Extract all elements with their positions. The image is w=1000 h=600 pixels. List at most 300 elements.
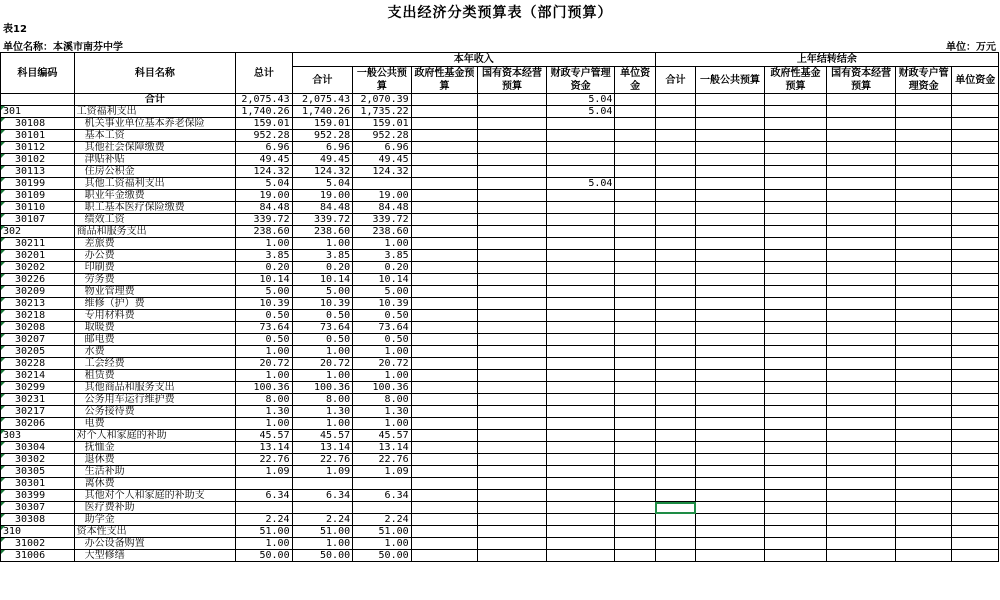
- cell-empty[interactable]: [895, 526, 952, 538]
- cell-empty[interactable]: [952, 394, 999, 406]
- cell-current-special[interactable]: [546, 274, 615, 286]
- cell-empty[interactable]: [827, 370, 896, 382]
- cell-current-sum[interactable]: 50.00: [292, 550, 353, 562]
- cell-empty[interactable]: [615, 142, 655, 154]
- cell-total[interactable]: 1.30: [236, 406, 293, 418]
- cell-empty[interactable]: [827, 358, 896, 370]
- cell-current-fund[interactable]: [411, 334, 478, 346]
- cell-current-state[interactable]: [478, 118, 547, 130]
- cell-empty[interactable]: [764, 418, 827, 430]
- cell-current-fund[interactable]: [411, 238, 478, 250]
- cell-empty[interactable]: [655, 514, 695, 526]
- cell-empty[interactable]: [895, 298, 952, 310]
- header-col-0[interactable]: 合计: [292, 67, 353, 94]
- cell-name[interactable]: 工会经费: [74, 358, 235, 370]
- cell-code[interactable]: 303: [1, 430, 75, 442]
- cell-empty[interactable]: [655, 142, 695, 154]
- cell-total[interactable]: 0.20: [236, 262, 293, 274]
- cell-empty[interactable]: [696, 298, 765, 310]
- cell-current-sum[interactable]: 1.00: [292, 370, 353, 382]
- cell-current-state[interactable]: [478, 310, 547, 322]
- cell-name[interactable]: 绩效工资: [74, 214, 235, 226]
- cell-name[interactable]: 邮电费: [74, 334, 235, 346]
- cell-empty[interactable]: [696, 154, 765, 166]
- header-col-6[interactable]: 合计: [655, 67, 695, 94]
- cell-empty[interactable]: [827, 166, 896, 178]
- cell-empty[interactable]: [655, 250, 695, 262]
- cell-empty[interactable]: [952, 178, 999, 190]
- cell-empty[interactable]: [895, 214, 952, 226]
- cell-empty[interactable]: [895, 226, 952, 238]
- cell-empty[interactable]: [952, 346, 999, 358]
- cell-code[interactable]: [1, 94, 75, 106]
- cell-empty[interactable]: [615, 238, 655, 250]
- cell-empty[interactable]: [655, 214, 695, 226]
- cell-empty[interactable]: [764, 166, 827, 178]
- cell-total[interactable]: 6.96: [236, 142, 293, 154]
- cell-current-special[interactable]: [546, 490, 615, 502]
- cell-current-sum[interactable]: 339.72: [292, 214, 353, 226]
- cell-current-general[interactable]: 1.00: [353, 538, 412, 550]
- cell-empty[interactable]: [764, 130, 827, 142]
- cell-current-special[interactable]: 5.04: [546, 94, 615, 106]
- cell-current-general[interactable]: 50.00: [353, 550, 412, 562]
- cell-current-state[interactable]: [478, 166, 547, 178]
- cell-empty[interactable]: [696, 214, 765, 226]
- cell-empty[interactable]: [952, 442, 999, 454]
- cell-current-sum[interactable]: [292, 502, 353, 514]
- cell-current-state[interactable]: [478, 298, 547, 310]
- cell-empty[interactable]: [655, 262, 695, 274]
- cell-empty[interactable]: [764, 274, 827, 286]
- cell-empty[interactable]: [615, 262, 655, 274]
- cell-empty[interactable]: [952, 370, 999, 382]
- cell-current-special[interactable]: [546, 418, 615, 430]
- cell-current-state[interactable]: [478, 502, 547, 514]
- cell-empty[interactable]: [827, 190, 896, 202]
- cell-empty[interactable]: [827, 334, 896, 346]
- cell-empty[interactable]: [615, 502, 655, 514]
- cell-empty[interactable]: [764, 250, 827, 262]
- cell-current-special[interactable]: [546, 334, 615, 346]
- cell-empty[interactable]: [764, 454, 827, 466]
- cell-current-sum[interactable]: 159.01: [292, 118, 353, 130]
- cell-current-state[interactable]: [478, 238, 547, 250]
- cell-empty[interactable]: [696, 238, 765, 250]
- cell-code[interactable]: 31006: [1, 550, 75, 562]
- cell-name[interactable]: 大型修缮: [74, 550, 235, 562]
- cell-empty[interactable]: [615, 106, 655, 118]
- cell-name[interactable]: 办公费: [74, 250, 235, 262]
- cell-total[interactable]: 20.72: [236, 358, 293, 370]
- cell-current-special[interactable]: [546, 406, 615, 418]
- cell-empty[interactable]: [952, 202, 999, 214]
- cell-empty[interactable]: [895, 202, 952, 214]
- cell-current-state[interactable]: [478, 190, 547, 202]
- cell-empty[interactable]: [764, 262, 827, 274]
- cell-current-sum[interactable]: 6.96: [292, 142, 353, 154]
- header-col-11[interactable]: 单位资金: [952, 67, 999, 94]
- cell-current-fund[interactable]: [411, 262, 478, 274]
- cell-name[interactable]: 电费: [74, 418, 235, 430]
- cell-current-general[interactable]: 0.50: [353, 334, 412, 346]
- cell-empty[interactable]: [952, 118, 999, 130]
- cell-current-fund[interactable]: [411, 526, 478, 538]
- cell-name[interactable]: 合计: [74, 94, 235, 106]
- cell-empty[interactable]: [696, 454, 765, 466]
- cell-empty[interactable]: [827, 226, 896, 238]
- cell-empty[interactable]: [764, 406, 827, 418]
- cell-empty[interactable]: [764, 466, 827, 478]
- cell-total[interactable]: 84.48: [236, 202, 293, 214]
- cell-current-fund[interactable]: [411, 274, 478, 286]
- cell-empty[interactable]: [696, 358, 765, 370]
- cell-current-general[interactable]: 238.60: [353, 226, 412, 238]
- cell-current-state[interactable]: [478, 418, 547, 430]
- cell-empty[interactable]: [895, 154, 952, 166]
- cell-empty[interactable]: [764, 154, 827, 166]
- cell-empty[interactable]: [827, 466, 896, 478]
- cell-empty[interactable]: [895, 490, 952, 502]
- cell-empty[interactable]: [764, 346, 827, 358]
- cell-empty[interactable]: [615, 166, 655, 178]
- cell-empty[interactable]: [764, 334, 827, 346]
- cell-total[interactable]: 339.72: [236, 214, 293, 226]
- cell-empty[interactable]: [696, 478, 765, 490]
- cell-current-general[interactable]: 10.39: [353, 298, 412, 310]
- cell-empty[interactable]: [827, 430, 896, 442]
- cell-current-fund[interactable]: [411, 154, 478, 166]
- cell-name[interactable]: 医疗费补助: [74, 502, 235, 514]
- cell-total[interactable]: 1.00: [236, 238, 293, 250]
- cell-empty[interactable]: [895, 382, 952, 394]
- cell-empty[interactable]: [827, 514, 896, 526]
- cell-total[interactable]: 159.01: [236, 118, 293, 130]
- cell-code[interactable]: 30206: [1, 418, 75, 430]
- cell-empty[interactable]: [952, 106, 999, 118]
- cell-empty[interactable]: [655, 166, 695, 178]
- cell-name[interactable]: 专用材料费: [74, 310, 235, 322]
- cell-current-special[interactable]: [546, 370, 615, 382]
- cell-current-general[interactable]: 339.72: [353, 214, 412, 226]
- cell-empty[interactable]: [827, 346, 896, 358]
- cell-current-general[interactable]: 45.57: [353, 430, 412, 442]
- cell-empty[interactable]: [655, 154, 695, 166]
- cell-current-state[interactable]: [478, 514, 547, 526]
- cell-empty[interactable]: [764, 142, 827, 154]
- cell-current-general[interactable]: 2,070.39: [353, 94, 412, 106]
- cell-current-fund[interactable]: [411, 250, 478, 262]
- cell-current-state[interactable]: [478, 382, 547, 394]
- cell-name[interactable]: 商品和服务支出: [74, 226, 235, 238]
- cell-empty[interactable]: [764, 214, 827, 226]
- cell-empty[interactable]: [895, 334, 952, 346]
- cell-empty[interactable]: [764, 430, 827, 442]
- cell-total[interactable]: 0.50: [236, 310, 293, 322]
- cell-empty[interactable]: [696, 322, 765, 334]
- cell-current-general[interactable]: 3.85: [353, 250, 412, 262]
- cell-current-special[interactable]: [546, 502, 615, 514]
- cell-current-sum[interactable]: 3.85: [292, 250, 353, 262]
- cell-name[interactable]: 住房公积金: [74, 166, 235, 178]
- cell-empty[interactable]: [764, 478, 827, 490]
- cell-current-state[interactable]: [478, 454, 547, 466]
- cell-current-general[interactable]: 49.45: [353, 154, 412, 166]
- cell-current-special[interactable]: [546, 298, 615, 310]
- cell-total[interactable]: [236, 502, 293, 514]
- cell-empty[interactable]: [952, 130, 999, 142]
- cell-current-special[interactable]: [546, 130, 615, 142]
- cell-empty[interactable]: [895, 394, 952, 406]
- cell-empty[interactable]: [895, 190, 952, 202]
- cell-current-sum[interactable]: 51.00: [292, 526, 353, 538]
- cell-empty[interactable]: [895, 166, 952, 178]
- cell-empty[interactable]: [764, 394, 827, 406]
- cell-current-special[interactable]: [546, 262, 615, 274]
- cell-empty[interactable]: [895, 550, 952, 562]
- cell-empty[interactable]: [764, 514, 827, 526]
- cell-current-general[interactable]: 6.34: [353, 490, 412, 502]
- cell-code[interactable]: 30399: [1, 490, 75, 502]
- cell-empty[interactable]: [764, 178, 827, 190]
- cell-current-general[interactable]: 6.96: [353, 142, 412, 154]
- cell-current-state[interactable]: [478, 130, 547, 142]
- cell-current-state[interactable]: [478, 250, 547, 262]
- cell-total[interactable]: 73.64: [236, 322, 293, 334]
- cell-current-state[interactable]: [478, 226, 547, 238]
- cell-empty[interactable]: [655, 190, 695, 202]
- cell-name[interactable]: 资本性支出: [74, 526, 235, 538]
- cell-current-sum[interactable]: 952.28: [292, 130, 353, 142]
- cell-empty[interactable]: [952, 94, 999, 106]
- cell-empty[interactable]: [895, 418, 952, 430]
- cell-current-general[interactable]: 1.09: [353, 466, 412, 478]
- header-col-10[interactable]: 财政专户管理资金: [895, 67, 952, 94]
- cell-empty[interactable]: [615, 490, 655, 502]
- cell-current-fund[interactable]: [411, 490, 478, 502]
- cell-current-special[interactable]: [546, 514, 615, 526]
- cell-current-sum[interactable]: 2,075.43: [292, 94, 353, 106]
- cell-current-sum[interactable]: 1,740.26: [292, 106, 353, 118]
- cell-empty[interactable]: [895, 94, 952, 106]
- cell-empty[interactable]: [952, 250, 999, 262]
- cell-current-fund[interactable]: [411, 370, 478, 382]
- cell-empty[interactable]: [696, 442, 765, 454]
- cell-current-special[interactable]: [546, 190, 615, 202]
- cell-empty[interactable]: [655, 334, 695, 346]
- header-col-4[interactable]: 财政专户管理资金: [546, 67, 615, 94]
- header-col-1[interactable]: 一般公共预算: [353, 67, 412, 94]
- cell-code[interactable]: 30208: [1, 322, 75, 334]
- cell-empty[interactable]: [696, 106, 765, 118]
- cell-current-fund[interactable]: [411, 178, 478, 190]
- cell-empty[interactable]: [952, 226, 999, 238]
- cell-empty[interactable]: [696, 538, 765, 550]
- cell-current-general[interactable]: 1.00: [353, 238, 412, 250]
- header-last-year[interactable]: 上年结转结余: [655, 53, 998, 67]
- cell-code[interactable]: 30101: [1, 130, 75, 142]
- cell-current-special[interactable]: [546, 322, 615, 334]
- cell-current-fund[interactable]: [411, 166, 478, 178]
- cell-current-state[interactable]: [478, 370, 547, 382]
- cell-empty[interactable]: [696, 94, 765, 106]
- cell-empty[interactable]: [827, 382, 896, 394]
- cell-empty[interactable]: [827, 538, 896, 550]
- cell-current-special[interactable]: [546, 442, 615, 454]
- cell-current-fund[interactable]: [411, 226, 478, 238]
- cell-current-sum[interactable]: 8.00: [292, 394, 353, 406]
- cell-code[interactable]: 302: [1, 226, 75, 238]
- cell-empty[interactable]: [952, 298, 999, 310]
- cell-name[interactable]: 印刷费: [74, 262, 235, 274]
- cell-empty[interactable]: [952, 430, 999, 442]
- cell-empty[interactable]: [696, 334, 765, 346]
- cell-name[interactable]: 其他社会保障缴费: [74, 142, 235, 154]
- cell-total[interactable]: 51.00: [236, 526, 293, 538]
- cell-current-special[interactable]: [546, 346, 615, 358]
- cell-empty[interactable]: [952, 166, 999, 178]
- cell-empty[interactable]: [615, 346, 655, 358]
- cell-empty[interactable]: [952, 466, 999, 478]
- cell-code[interactable]: 30107: [1, 214, 75, 226]
- cell-current-general[interactable]: 100.36: [353, 382, 412, 394]
- cell-total[interactable]: 1.00: [236, 346, 293, 358]
- cell-empty[interactable]: [655, 226, 695, 238]
- cell-name[interactable]: 对个人和家庭的补助: [74, 430, 235, 442]
- cell-current-special[interactable]: [546, 238, 615, 250]
- cell-current-special[interactable]: [546, 154, 615, 166]
- cell-total[interactable]: 10.14: [236, 274, 293, 286]
- cell-empty[interactable]: [895, 262, 952, 274]
- cell-name[interactable]: 取暖费: [74, 322, 235, 334]
- cell-current-special[interactable]: [546, 550, 615, 562]
- cell-current-fund[interactable]: [411, 430, 478, 442]
- header-col-5[interactable]: 单位资金: [615, 67, 655, 94]
- cell-current-general[interactable]: 73.64: [353, 322, 412, 334]
- cell-empty[interactable]: [655, 106, 695, 118]
- cell-empty[interactable]: [895, 250, 952, 262]
- cell-current-general[interactable]: 1.30: [353, 406, 412, 418]
- cell-current-special[interactable]: [546, 142, 615, 154]
- cell-empty[interactable]: [895, 454, 952, 466]
- cell-empty[interactable]: [655, 490, 695, 502]
- cell-empty[interactable]: [615, 370, 655, 382]
- cell-empty[interactable]: [827, 274, 896, 286]
- cell-empty[interactable]: [895, 370, 952, 382]
- cell-total[interactable]: 49.45: [236, 154, 293, 166]
- cell-empty[interactable]: [615, 478, 655, 490]
- cell-code[interactable]: 30108: [1, 118, 75, 130]
- cell-empty[interactable]: [827, 262, 896, 274]
- header-current-year[interactable]: 本年收入: [292, 53, 655, 67]
- cell-current-general[interactable]: 952.28: [353, 130, 412, 142]
- cell-empty[interactable]: [615, 526, 655, 538]
- cell-total[interactable]: 100.36: [236, 382, 293, 394]
- cell-name[interactable]: 水费: [74, 346, 235, 358]
- cell-total[interactable]: 6.34: [236, 490, 293, 502]
- cell-empty[interactable]: [655, 430, 695, 442]
- cell-name[interactable]: 生活补助: [74, 466, 235, 478]
- cell-current-state[interactable]: [478, 274, 547, 286]
- cell-empty[interactable]: [655, 418, 695, 430]
- cell-empty[interactable]: [895, 142, 952, 154]
- cell-current-state[interactable]: [478, 538, 547, 550]
- cell-current-state[interactable]: [478, 142, 547, 154]
- cell-empty[interactable]: [952, 334, 999, 346]
- cell-empty[interactable]: [764, 502, 827, 514]
- cell-empty[interactable]: [952, 358, 999, 370]
- cell-empty[interactable]: [615, 454, 655, 466]
- cell-current-fund[interactable]: [411, 466, 478, 478]
- cell-empty[interactable]: [615, 334, 655, 346]
- cell-current-general[interactable]: 124.32: [353, 166, 412, 178]
- cell-current-general[interactable]: 10.14: [353, 274, 412, 286]
- cell-name[interactable]: 其他工资福利支出: [74, 178, 235, 190]
- cell-code[interactable]: 30201: [1, 250, 75, 262]
- cell-empty[interactable]: [764, 106, 827, 118]
- cell-current-special[interactable]: [546, 166, 615, 178]
- cell-empty[interactable]: [696, 178, 765, 190]
- cell-code[interactable]: 30199: [1, 178, 75, 190]
- cell-empty[interactable]: [655, 442, 695, 454]
- cell-empty[interactable]: [895, 406, 952, 418]
- cell-current-special[interactable]: [546, 250, 615, 262]
- cell-empty[interactable]: [696, 166, 765, 178]
- cell-name[interactable]: 职工基本医疗保险缴费: [74, 202, 235, 214]
- cell-current-special[interactable]: [546, 226, 615, 238]
- cell-current-general[interactable]: [353, 502, 412, 514]
- cell-empty[interactable]: [655, 274, 695, 286]
- cell-current-general[interactable]: 51.00: [353, 526, 412, 538]
- header-col-8[interactable]: 政府性基金预算: [764, 67, 827, 94]
- cell-empty[interactable]: [615, 118, 655, 130]
- cell-current-fund[interactable]: [411, 106, 478, 118]
- cell-empty[interactable]: [895, 322, 952, 334]
- cell-current-special[interactable]: [546, 118, 615, 130]
- cell-current-fund[interactable]: [411, 442, 478, 454]
- cell-name[interactable]: 其他对个人和家庭的补助支: [74, 490, 235, 502]
- cell-empty[interactable]: [827, 154, 896, 166]
- cell-current-general[interactable]: 1.00: [353, 418, 412, 430]
- cell-empty[interactable]: [655, 298, 695, 310]
- cell-current-general[interactable]: 19.00: [353, 190, 412, 202]
- cell-empty[interactable]: [764, 202, 827, 214]
- cell-current-fund[interactable]: [411, 118, 478, 130]
- cell-current-general[interactable]: 20.72: [353, 358, 412, 370]
- cell-empty[interactable]: [827, 490, 896, 502]
- cell-current-state[interactable]: [478, 334, 547, 346]
- cell-current-sum[interactable]: 238.60: [292, 226, 353, 238]
- cell-current-general[interactable]: 5.00: [353, 286, 412, 298]
- cell-total[interactable]: 5.04: [236, 178, 293, 190]
- cell-current-sum[interactable]: 84.48: [292, 202, 353, 214]
- cell-current-sum[interactable]: 10.39: [292, 298, 353, 310]
- cell-code[interactable]: 30226: [1, 274, 75, 286]
- cell-current-fund[interactable]: [411, 358, 478, 370]
- cell-empty[interactable]: [764, 442, 827, 454]
- cell-code[interactable]: 30302: [1, 454, 75, 466]
- cell-current-special[interactable]: [546, 310, 615, 322]
- cell-current-general[interactable]: 0.50: [353, 310, 412, 322]
- cell-total[interactable]: 2,075.43: [236, 94, 293, 106]
- cell-name[interactable]: 办公设备购置: [74, 538, 235, 550]
- cell-current-sum[interactable]: 0.50: [292, 310, 353, 322]
- cell-current-sum[interactable]: 10.14: [292, 274, 353, 286]
- cell-empty[interactable]: [827, 322, 896, 334]
- cell-current-sum[interactable]: 19.00: [292, 190, 353, 202]
- cell-current-special[interactable]: [546, 286, 615, 298]
- cell-current-sum[interactable]: 1.09: [292, 466, 353, 478]
